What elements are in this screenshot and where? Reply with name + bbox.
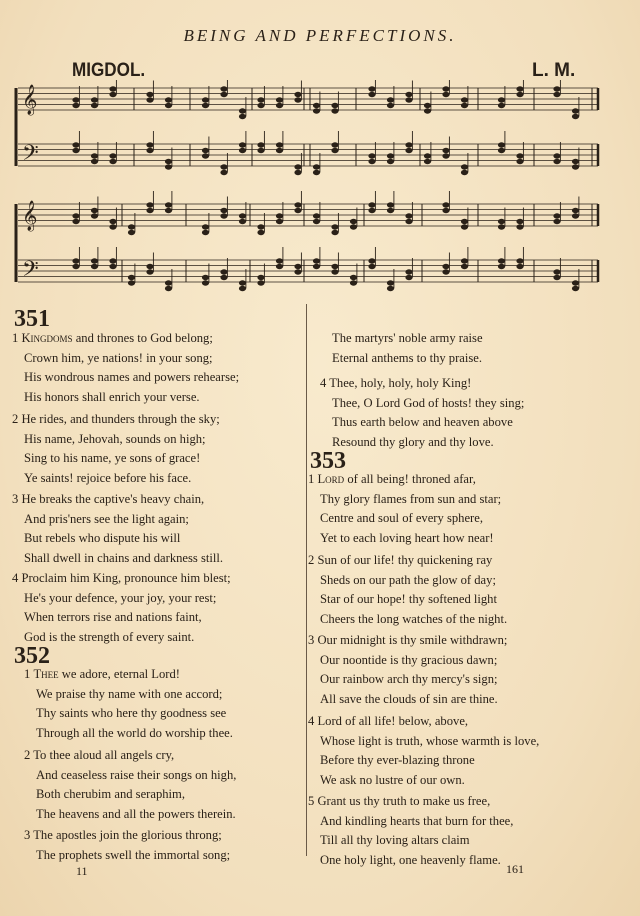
stanza-line: God is the strength of every saint. — [24, 629, 195, 644]
note-head — [165, 208, 172, 213]
note-head — [202, 148, 209, 153]
note-head — [461, 164, 468, 169]
note-head — [109, 86, 116, 91]
stanza-line: Thee, O Lord God of hosts! they sing; — [332, 395, 525, 410]
stanza-line: To thee aloud all angels cry, — [33, 748, 175, 762]
note-head — [220, 208, 227, 213]
note-head — [405, 142, 412, 147]
note-head — [109, 264, 116, 269]
note-head — [424, 108, 431, 113]
note-head — [516, 264, 523, 269]
stanza-line: His honors shall enrich your verse. — [24, 389, 200, 404]
note-head — [498, 148, 505, 153]
note-head — [220, 92, 227, 97]
note-head — [313, 103, 320, 108]
note-head — [294, 208, 301, 213]
note-head — [572, 208, 579, 213]
note-head — [220, 269, 227, 274]
note-head — [572, 164, 579, 169]
note-head — [239, 148, 246, 153]
hymn-number: 351 — [14, 306, 50, 332]
bass-clef-icon: 𝄢 — [22, 141, 39, 171]
note-head — [109, 153, 116, 158]
note-head — [202, 280, 209, 285]
note-head — [109, 92, 116, 97]
note-head — [498, 264, 505, 269]
note-head — [146, 264, 153, 269]
stanza-line: The martyrs' noble army raise — [332, 331, 483, 345]
note-head — [350, 280, 357, 285]
note-head — [313, 264, 320, 269]
note-head — [461, 264, 468, 269]
note-head — [553, 159, 560, 164]
note-head — [109, 219, 116, 224]
stanza-number: 4 — [320, 376, 327, 390]
note-head — [276, 213, 283, 218]
note-head — [276, 264, 283, 269]
note-head — [442, 202, 449, 207]
stanza-line: and thrones to God belong; — [75, 331, 213, 345]
note-head — [553, 86, 560, 91]
note-head — [294, 202, 301, 207]
stanza-lead-word: Kingdoms — [21, 331, 73, 345]
note-head — [442, 153, 449, 158]
note-head — [405, 275, 412, 280]
note-head — [146, 97, 153, 102]
note-head — [461, 97, 468, 102]
stanza — [24, 665, 233, 743]
note-head — [350, 275, 357, 280]
note-head — [294, 92, 301, 97]
note-head — [331, 264, 338, 269]
note-head — [553, 92, 560, 97]
note-head — [368, 258, 375, 263]
note-head — [405, 219, 412, 224]
stanza-line: His name, Jehovah, sounds on high; — [24, 431, 206, 446]
note-head — [128, 280, 135, 285]
stanza — [308, 631, 507, 709]
note-head — [165, 280, 172, 285]
stanza-number: 1 — [308, 472, 315, 486]
stanza-line: Cheers the long watches of the night. — [320, 611, 508, 626]
note-head — [313, 170, 320, 175]
note-head — [498, 219, 505, 224]
note-head — [202, 103, 209, 108]
note-head — [424, 103, 431, 108]
note-head — [331, 142, 338, 147]
note-head — [146, 142, 153, 147]
stanza-line: Proclaim him King, pronounce him blest; — [21, 571, 231, 585]
stanza-continued — [332, 329, 483, 368]
stanza — [308, 792, 513, 870]
note-head — [72, 258, 79, 263]
note-head — [165, 286, 172, 291]
note-head — [72, 148, 79, 153]
treble-clef-icon: 𝄞 — [22, 85, 38, 115]
note-head — [72, 213, 79, 218]
stanza-line: Crown him, ye nations! in your song; — [24, 350, 213, 365]
note-head — [368, 153, 375, 158]
note-head — [276, 142, 283, 147]
note-head — [220, 213, 227, 218]
stanza-line: We ask no lustre of our own. — [320, 772, 465, 787]
stanza-lead-word: Lord — [317, 472, 345, 486]
note-head — [109, 159, 116, 164]
stanza-line: And ceaseless raise their songs on high, — [36, 767, 237, 782]
note-head — [165, 159, 172, 164]
stanza-line: Shall dwell in chains and darkness still. — [24, 550, 224, 565]
note-head — [109, 258, 116, 263]
note-head — [387, 153, 394, 158]
note-head — [128, 230, 135, 235]
stanza-number: 5 — [308, 794, 315, 808]
stanza-line: we adore, eternal Lord! — [61, 667, 180, 681]
note-head — [498, 258, 505, 263]
stanza — [24, 746, 236, 824]
note-head — [331, 148, 338, 153]
note-head — [276, 148, 283, 153]
note-head — [257, 275, 264, 280]
stanza-line: He breaks the captive's heavy chain, — [21, 492, 205, 506]
note-head — [276, 97, 283, 102]
note-head — [165, 202, 172, 207]
staff — [18, 131, 598, 175]
note-head — [331, 230, 338, 235]
stanza — [12, 569, 231, 647]
note-head — [498, 103, 505, 108]
stanza-line: Sun of our life! thy quickening ray — [317, 553, 493, 567]
note-head — [553, 275, 560, 280]
note-head — [202, 224, 209, 229]
stanza-line: Our noontide is thy gracious dawn; — [320, 652, 498, 667]
note-head — [387, 208, 394, 213]
note-head — [146, 269, 153, 274]
note-head — [202, 230, 209, 235]
note-head — [165, 103, 172, 108]
hymn-number: 353 — [310, 448, 346, 474]
stanza-line: Our midnight is thy smile withdrawn; — [317, 633, 508, 647]
stanza — [320, 374, 524, 452]
stanza — [12, 329, 239, 407]
stanza-line: Lord of all life! below, above, — [317, 714, 469, 728]
note-head — [220, 86, 227, 91]
stanza-line: Grant us thy truth to make us free, — [317, 794, 491, 808]
note-head — [368, 208, 375, 213]
music-score — [14, 80, 604, 298]
staff — [18, 80, 598, 119]
note-head — [239, 114, 246, 119]
note-head — [220, 170, 227, 175]
note-head — [91, 264, 98, 269]
page-number: 161 — [506, 862, 524, 876]
staff — [18, 247, 598, 291]
stanza-number: 3 — [12, 492, 19, 506]
note-head — [294, 164, 301, 169]
note-head — [276, 219, 283, 224]
note-head — [331, 269, 338, 274]
note-head — [350, 219, 357, 224]
stanza-line: Our rainbow arch thy mercy's sign; — [320, 672, 498, 687]
note-head — [572, 280, 579, 285]
stanza-line: One holy light, one heavenly flame. — [320, 852, 501, 867]
stanza-line: Thee, holy, holy, holy King! — [329, 376, 472, 390]
note-head — [553, 153, 560, 158]
stanza-line: The apostles join the glorious throng; — [33, 828, 222, 842]
note-head — [553, 269, 560, 274]
note-head — [313, 108, 320, 113]
stanza — [308, 712, 539, 790]
note-head — [461, 103, 468, 108]
note-head — [498, 97, 505, 102]
note-head — [516, 92, 523, 97]
stanza-line: Ye saints! rejoice before his face. — [24, 470, 192, 485]
note-head — [331, 108, 338, 113]
note-head — [257, 224, 264, 229]
stanza-line: Yet to each loving heart how near! — [320, 530, 494, 545]
note-head — [387, 103, 394, 108]
note-head — [516, 153, 523, 158]
note-head — [368, 92, 375, 97]
note-head — [442, 148, 449, 153]
note-head — [220, 164, 227, 169]
note-head — [553, 213, 560, 218]
stanza-number: 3 — [308, 633, 315, 647]
note-head — [91, 153, 98, 158]
running-title: BEING AND PERFECTIONS. — [183, 26, 457, 45]
bass-clef-icon: 𝄢 — [22, 257, 39, 287]
note-head — [91, 258, 98, 263]
note-head — [257, 280, 264, 285]
note-head — [91, 103, 98, 108]
stanza-line: All save the clouds of sin are thine. — [320, 691, 498, 706]
stanza-number: 4 — [308, 714, 315, 728]
stanza-line: Thus earth below and heaven above — [332, 415, 513, 430]
stanza-line: When terrors rise and nations faint, — [24, 610, 202, 625]
stanza-line: He's your defence, your joy, your rest; — [24, 590, 217, 605]
stanza-lead-word: Thee — [33, 667, 59, 681]
stanza-line: Before thy ever-blazing throne — [320, 753, 475, 768]
stanza-line: Thy glory flames from sun and star; — [320, 491, 502, 506]
stanza-line: Whose light is truth, whose warmth is love, — [320, 733, 540, 748]
note-head — [442, 92, 449, 97]
note-head — [276, 103, 283, 108]
note-head — [387, 97, 394, 102]
note-head — [239, 142, 246, 147]
stanza — [308, 551, 507, 629]
note-head — [72, 103, 79, 108]
note-head — [572, 114, 579, 119]
note-head — [202, 153, 209, 158]
note-head — [294, 264, 301, 269]
stanza-number: 2 — [12, 412, 19, 426]
note-head — [461, 219, 468, 224]
note-head — [313, 213, 320, 218]
note-head — [313, 164, 320, 169]
note-head — [72, 264, 79, 269]
note-head — [146, 202, 153, 207]
note-head — [424, 153, 431, 158]
note-head — [128, 224, 135, 229]
note-head — [461, 170, 468, 175]
stanza-line: Sheds on our path the glow of day; — [320, 572, 496, 587]
note-head — [572, 108, 579, 113]
stanza-line: Eternal anthems to thy praise. — [332, 350, 483, 365]
note-head — [572, 159, 579, 164]
note-head — [146, 148, 153, 153]
note-head — [387, 280, 394, 285]
note-head — [220, 275, 227, 280]
note-head — [368, 264, 375, 269]
stanza-number: 1 — [24, 667, 31, 681]
note-head — [405, 148, 412, 153]
note-head — [368, 86, 375, 91]
note-head — [165, 97, 172, 102]
note-head — [109, 224, 116, 229]
note-head — [276, 258, 283, 263]
stanza-line: His wondrous names and powers rehearse; — [24, 370, 240, 385]
note-head — [368, 202, 375, 207]
tune-meter: L. M. — [532, 60, 576, 81]
stanza-number: 4 — [12, 571, 19, 585]
stanza-line: Thy saints who here thy goodness see — [36, 706, 227, 721]
note-head — [442, 269, 449, 274]
note-head — [294, 97, 301, 102]
note-head — [516, 219, 523, 224]
note-head — [461, 258, 468, 263]
note-head — [257, 230, 264, 235]
note-head — [516, 258, 523, 263]
note-head — [313, 219, 320, 224]
note-head — [498, 142, 505, 147]
stanza-line: The prophets swell the immortal song; — [36, 847, 231, 862]
note-head — [239, 286, 246, 291]
stanza-line: Star of our hope! thy softened light — [320, 592, 497, 607]
note-head — [91, 159, 98, 164]
note-head — [313, 258, 320, 263]
note-head — [239, 108, 246, 113]
note-head — [128, 275, 135, 280]
note-head — [257, 97, 264, 102]
note-head — [405, 213, 412, 218]
note-head — [424, 159, 431, 164]
note-head — [516, 224, 523, 229]
note-head — [405, 97, 412, 102]
staff — [18, 191, 598, 235]
stanza — [12, 410, 220, 488]
stanza-line: Both cherubim and seraphim, — [36, 787, 185, 802]
note-head — [294, 269, 301, 274]
note-head — [239, 219, 246, 224]
note-head — [91, 208, 98, 213]
note-head — [350, 224, 357, 229]
note-head — [572, 286, 579, 291]
note-head — [442, 208, 449, 213]
note-head — [442, 86, 449, 91]
stanza — [24, 826, 230, 865]
stanza-number: 2 — [24, 748, 31, 762]
note-head — [72, 142, 79, 147]
note-head — [294, 170, 301, 175]
note-head — [239, 213, 246, 218]
stanza-line: We praise thy name with one accord; — [36, 686, 223, 701]
note-head — [572, 213, 579, 218]
note-head — [498, 224, 505, 229]
stanza-line: Through all the world do worship thee. — [36, 725, 233, 740]
note-head — [257, 148, 264, 153]
note-head — [257, 103, 264, 108]
stanza-line: And pris'ners see the light again; — [24, 511, 189, 526]
note-head — [331, 224, 338, 229]
note-head — [165, 164, 172, 169]
note-head — [368, 159, 375, 164]
note-head — [442, 264, 449, 269]
stanza-line: Centre and soul of every sphere, — [320, 511, 483, 526]
column-divider — [306, 304, 307, 856]
stanza-line: of all being! throned afar, — [347, 472, 476, 486]
note-head — [72, 219, 79, 224]
tune-name: MIGDOL. — [72, 60, 146, 81]
stanza-number: 3 — [24, 828, 31, 842]
note-head — [257, 142, 264, 147]
stanza-line: The heavens and all the powers therein. — [36, 806, 236, 821]
note-head — [405, 269, 412, 274]
stanza-line: Sing to his name, ye sons of grace! — [24, 451, 201, 466]
note-head — [387, 202, 394, 207]
stanza-number: 1 — [12, 331, 19, 345]
treble-clef-icon: 𝄞 — [22, 201, 38, 231]
signature-mark: 11 — [76, 864, 88, 878]
note-head — [516, 86, 523, 91]
stanza-line: Resound thy glory and thy love. — [332, 434, 494, 449]
hymn-number: 352 — [14, 643, 50, 669]
stanza — [12, 490, 223, 568]
note-head — [91, 97, 98, 102]
note-head — [91, 213, 98, 218]
note-head — [146, 92, 153, 97]
note-head — [405, 92, 412, 97]
stanza-line: And kindling hearts that burn for thee, — [320, 813, 514, 828]
stanza-line: But rebels who dispute his will — [24, 531, 181, 546]
note-head — [387, 286, 394, 291]
note-head — [461, 224, 468, 229]
note-head — [387, 159, 394, 164]
note-head — [146, 208, 153, 213]
note-head — [72, 97, 79, 102]
note-head — [202, 97, 209, 102]
note-head — [331, 103, 338, 108]
note-head — [202, 275, 209, 280]
note-head — [516, 159, 523, 164]
stanza — [308, 470, 501, 548]
note-head — [553, 219, 560, 224]
note-head — [239, 280, 246, 285]
stanza-number: 2 — [308, 553, 315, 567]
stanza-line: He rides, and thunders through the sky; — [21, 412, 220, 426]
stanza-line: Till all thy loving altars claim — [320, 833, 470, 848]
